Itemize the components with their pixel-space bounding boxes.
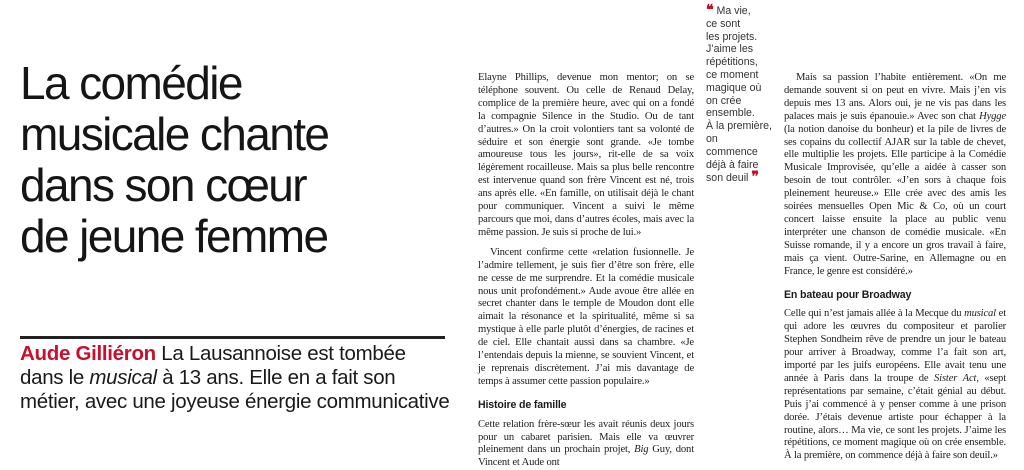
dek-text-2: à 13 ans. Elle en a fait son métier, avec une joyeuse énergie communicative bbox=[20, 366, 450, 413]
open-quote-icon: ❝ bbox=[706, 1, 714, 17]
pull-quote-line: ce moment bbox=[706, 68, 759, 81]
paragraph bbox=[784, 308, 1006, 463]
headline-line-4: de jeune femme bbox=[20, 210, 328, 262]
paragraph-italic: Sister Act bbox=[934, 372, 977, 384]
subheading-histoire-de-famille: Histoire de famille bbox=[478, 398, 567, 411]
paragraph-italic: Hygge bbox=[979, 110, 1006, 122]
paragraph-italic: Big bbox=[634, 444, 649, 456]
paragraph bbox=[478, 419, 694, 470]
pull-quote-line: commence bbox=[706, 145, 758, 158]
paragraph bbox=[784, 72, 1006, 279]
pull-quote-line: Ma vie, bbox=[716, 5, 751, 17]
article-column-1 bbox=[478, 72, 695, 469]
paragraph-text: Mais sa passion l’habite entièrement. «On me demande souvent si on peut en vivre. Mais j’en vis depuis mes 13 ans. Alors oui, je ne vis pas dans les palaces mais je suis épanouie.» Avec son chat bbox=[784, 72, 1006, 122]
headline-line-3: dans son cœur bbox=[20, 159, 306, 211]
pull-quote-line: déjà à faire bbox=[706, 158, 759, 171]
paragraph-text: et qui adore les œuvres du compositeur et parolier Stephen Sondheim rêve de prendre un jour le bateau pour arriver à Broadway, comme l’a fait son art, importé par les juifs européens. Elle avait tenu une année à Paris dans la troupe de bbox=[784, 308, 1006, 384]
pull-quote-line: on crée bbox=[706, 94, 742, 107]
paragraph-text: (la notion danoise du bonheur) et la pile de livres de ses copains du collectif AJAR sur la table de chevet, elle multiplie les projets. Elle participe à la Comédie Musicale Improvisée, qu’elle a aidée à casser son besoin de tout contrôler. «J’en sors à chaque fois pleinement heureuse.» Elle crée avec des amis les soirées mensuelles Open Mic & Co, où un court concert laisse ensuite la place au public venu interpréter une chanson de comédie musicale. «En Suisse romande, il y a encore un gros travail à faire, mais ça vient. Outre-Sarine, en Allemagne ou en France, le genre est considéré.» bbox=[784, 123, 1006, 277]
headline-line-2: musicale chante bbox=[20, 108, 329, 160]
article-column-2 bbox=[784, 72, 1006, 460]
pull-quote-line: ensemble. bbox=[706, 107, 755, 120]
paragraph-text: , «sept représentations par semaine, c’était génial au début. Puis j’ai commencé à y penser comme à une prison dorée. J’étais devenue artiste pour échapper à la routine, alors… Ma vie, ce sont les projets. J’aime les répétitions, ce moment magique où on crée ensemble. À la première, on commence déjà à faire son deuil.» bbox=[784, 372, 1006, 462]
subheading-en-bateau-pour-broadway: En bateau pour Broadway bbox=[784, 288, 912, 301]
headline bbox=[20, 58, 440, 262]
pull-quote-line: À la première, bbox=[706, 120, 772, 133]
paragraph-text: Cette relation frère-sœur les avait réunis deux jours pour un cabaret parisien. Mais elle va œuvrer pleinement dans un prochain projet, bbox=[478, 418, 694, 456]
pull-quote-line: répétitions, bbox=[706, 56, 758, 69]
paragraph-text: Guy, dont Vincent et Aude ont bbox=[478, 444, 695, 469]
pull-quote bbox=[706, 1, 782, 185]
paragraph: Vincent confirme cette «relation fusionnelle. Je l’admire tellement, je suis fier d’être son frère, elle ne cesse de me surprendre. Et la comédie musicale nous unit profondément.» Aude avoue être allée en secret chanter dans le temple de Moudon dont elle aimait la résonance et la spiritualité, même si sa mystique à elle parle plutôt d’énergies, de racines et de ciel. Elle chantait aussi dans sa chambre. «Je l’entendais depuis la mienne, se souvient Vincent, et je reprenais discrètement. J’ai mis davantage de temps à assumer cette passion populaire.» bbox=[478, 246, 694, 387]
paragraph: Elayne Phillips, devenue mon mentor; on se téléphone souvent. Ou celle de Renaud Delay, complice de la première heure, avec qui on a fondé la compagnie Silence in the Studio. Ou de tant d’autres.» On la croit volontiers tant sa volonté de séduire et son énergie sont grande. «Je tombe amoureuse tous les jours», rit-elle de sa voix légèrement rocailleuse. Mais sa plus belle rencontre est intervenue quand son frère Vincent est né, trois ans après elle. «En famille, on utilisait déjà le chant pour communiquer. Vincent a suivi le même parcours que moi, dans d’autres écoles, mais avec la même passion. Je suis si proche de lui.» bbox=[478, 72, 694, 238]
paragraph-italic: musical bbox=[964, 308, 996, 320]
subject-name: Aude Gilliéron bbox=[20, 342, 156, 365]
close-quote-icon: ❞ bbox=[751, 168, 759, 185]
headline-line-1: La comédie bbox=[20, 57, 242, 109]
pull-quote-line: J’aime les bbox=[706, 43, 754, 56]
pull-quote-line: son deuil bbox=[706, 172, 749, 185]
pull-quote-line: ce sont bbox=[706, 17, 741, 30]
dek-italic: musical bbox=[89, 366, 157, 389]
dek bbox=[20, 342, 450, 414]
pull-quote-line: les projets. bbox=[706, 30, 758, 43]
paragraph-text: Celle qui n’est jamais allée à la Mecque du bbox=[784, 308, 965, 320]
pull-quote-line: on bbox=[706, 132, 718, 145]
pull-quote-line: magique où bbox=[706, 81, 762, 94]
dek-text-1: La Lausannoise est tombée dans le bbox=[20, 342, 406, 389]
headline-rule bbox=[20, 336, 445, 339]
